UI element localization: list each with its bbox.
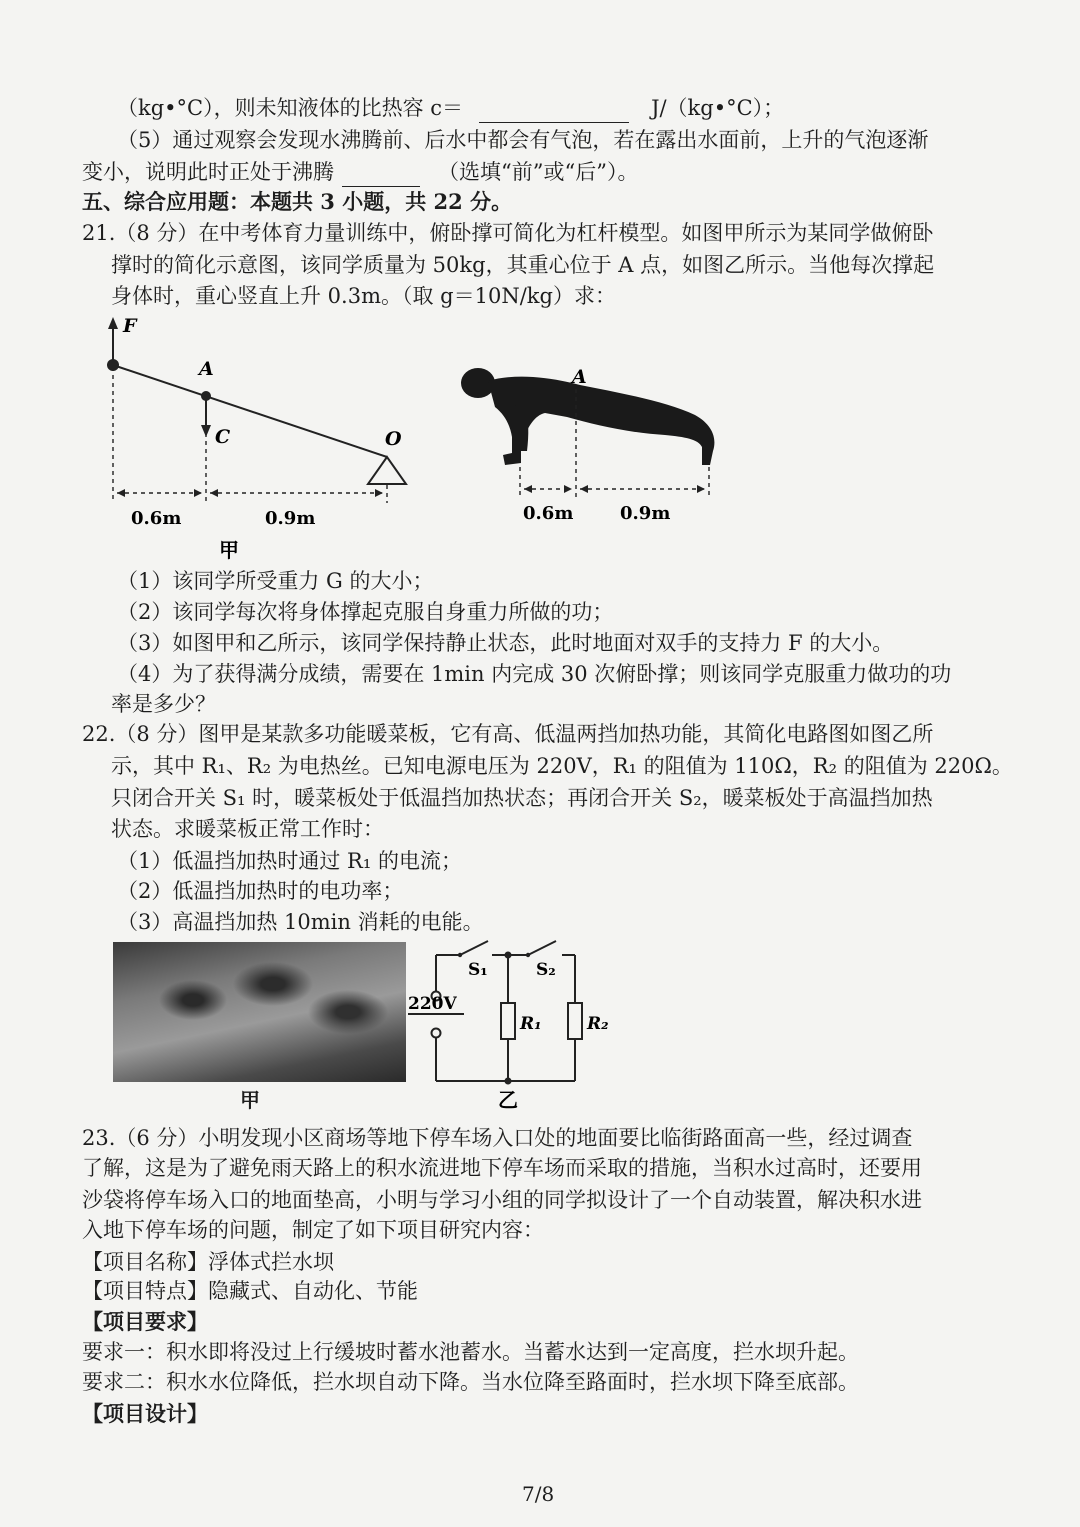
switch-s1-blade — [460, 941, 488, 955]
terminal-bottom — [432, 1029, 441, 1038]
q21-line2: 撑时的简化示意图，该同学质量为 50kg，其重心位于 A 点，如图乙所示。当他每次撑起 — [111, 253, 935, 277]
q21-line1: 21.（8 分）在中考体育力量训练中，俯卧撑可简化为杠杆模型。如图甲所示为某同学做俯卧 — [82, 221, 934, 245]
page-number: 7/8 — [522, 1482, 555, 1506]
q21-item2: （2）该同学每次将身体撑起克服自身重力所做的功； — [117, 600, 614, 624]
q23-line1: 23.（6 分）小明发现小区商场等地下停车场入口处的地面要比临街路面高一些，经过调查 — [82, 1126, 913, 1150]
q23-line2: 了解，这是为了避免雨天路上的积水流进地下停车场而采取的措施，当积水过高时，还要用 — [82, 1156, 922, 1180]
q22-line2: 示，其中 R₁、R₂ 为电热丝。已知电源电压为 220V，R₁ 的阻值为 110Ω，R₂ 的阻值为 220Ω。 — [111, 754, 1013, 778]
project-features: 【项目特点】隐藏式、自动化、节能 — [82, 1279, 418, 1303]
q21-line3: 身体时，重心竖直上升 0.3m。（取 g＝10N/kg）求： — [111, 284, 616, 308]
junction-top — [505, 952, 512, 959]
q20-line1 — [117, 94, 784, 123]
label-R1: R₁ — [520, 1014, 542, 1034]
label-S1: S₁ — [468, 960, 488, 980]
pushup-label-A: A — [572, 366, 587, 388]
label-S2: S₂ — [536, 960, 556, 980]
label-C: C — [215, 426, 231, 448]
label-F: F — [123, 315, 137, 337]
section5-heading: 五、综合应用题：本题共 3 小题，共 22 分。 — [82, 189, 513, 214]
specific-heat-answer-blank[interactable] — [479, 94, 629, 123]
circuit-diagram — [400, 935, 620, 1115]
force-point — [107, 359, 119, 371]
photo-caption: 甲 — [240, 1088, 260, 1112]
boiling-answer-blank[interactable] — [342, 158, 420, 187]
q22-item3: （3）高温挡加热 10min 消耗的电能。 — [117, 910, 484, 934]
q21-item3: （3）如图甲和乙所示，该同学保持静止状态，此时地面对双手的支持力 F 的大小。 — [117, 631, 894, 655]
force-arrowhead — [108, 317, 118, 329]
heating-board-photo — [113, 942, 406, 1082]
lever-diagram — [95, 305, 435, 565]
q20-line1-text-a: （kg•°C），则未知液体的比热容 c＝ — [117, 96, 464, 120]
q20-line2: （5）通过观察会发现水沸腾前、后水中都会有气泡，若在露出水面前，上升的气泡逐渐 — [117, 128, 929, 152]
label-220V: 220V — [408, 994, 457, 1014]
requirement-2: 要求二：积水水位降低，拦水坝自动下降。当水位降至路面时，拦水坝下降至底部。 — [82, 1370, 859, 1394]
q20-line3 — [82, 158, 638, 187]
lever-caption: 甲 — [219, 538, 239, 562]
q22-line4: 状态。求暖菜板正常工作时： — [111, 817, 384, 841]
q21-item4-cont: 率是多少？ — [111, 692, 216, 716]
label-R2: R₂ — [587, 1014, 609, 1034]
q22-line3: 只闭合开关 S₁ 时，暖菜板处于低温挡加热状态；再闭合开关 S₂，暖菜板处于高温挡加热 — [111, 786, 933, 810]
resistor-r2 — [568, 1003, 582, 1039]
q22-item1: （1）低温挡加热时通过 R₁ 的电流； — [117, 849, 462, 873]
q20-line3-text-a: 变小，说明此时正处于沸腾 — [82, 160, 334, 184]
switch-s2-blade — [528, 941, 556, 955]
q23-line3: 沙袋将停车场入口的地面垫高，小明与学习小组的同学拟设计了一个自动装置，解决积水进 — [82, 1188, 922, 1212]
dim-label-left: 0.6m — [131, 508, 182, 529]
label-A: A — [199, 358, 214, 380]
q21-item1: （1）该同学所受重力 G 的大小； — [117, 569, 434, 593]
person-silhouette — [461, 368, 714, 465]
pushup-diagram — [455, 355, 735, 535]
label-O: O — [385, 428, 402, 450]
pushup-dim-label-right: 0.9m — [620, 503, 671, 524]
q20-line1-text-b: J/（kg•°C）； — [651, 96, 785, 120]
project-design-heading: 【项目设计】 — [82, 1401, 208, 1426]
gravity-arrowhead — [201, 425, 211, 437]
dim-label-right: 0.9m — [265, 508, 316, 529]
project-requirements-heading: 【项目要求】 — [82, 1309, 208, 1334]
q22-item2: （2）低温挡加热时的电功率； — [117, 879, 404, 903]
q23-line4: 入地下停车场的问题，制定了如下项目研究内容： — [82, 1218, 544, 1242]
fulcrum-triangle — [368, 457, 406, 484]
center-of-gravity-point — [201, 391, 211, 401]
requirement-1: 要求一：积水即将没过上行缓坡时蓄水池蓄水。当蓄水达到一定高度，拦水坝升起。 — [82, 1340, 859, 1364]
circuit-caption: 乙 — [498, 1088, 518, 1112]
resistor-r1 — [501, 1003, 515, 1039]
q22-line1: 22.（8 分）图甲是某款多功能暖菜板，它有高、低温两挡加热功能，其简化电路图如图乙所 — [82, 722, 934, 746]
q20-line3-text-b: （选填“前”或“后”）。 — [438, 160, 639, 184]
q21-item4: （4）为了获得满分成绩，需要在 1min 内完成 30 次俯卧撑；则该同学克服重力做功的功 — [117, 662, 952, 686]
pushup-dim-label-left: 0.6m — [523, 503, 574, 524]
lever-bar — [113, 365, 387, 457]
project-name: 【项目名称】浮体式拦水坝 — [82, 1250, 334, 1274]
junction-bottom — [505, 1078, 512, 1085]
